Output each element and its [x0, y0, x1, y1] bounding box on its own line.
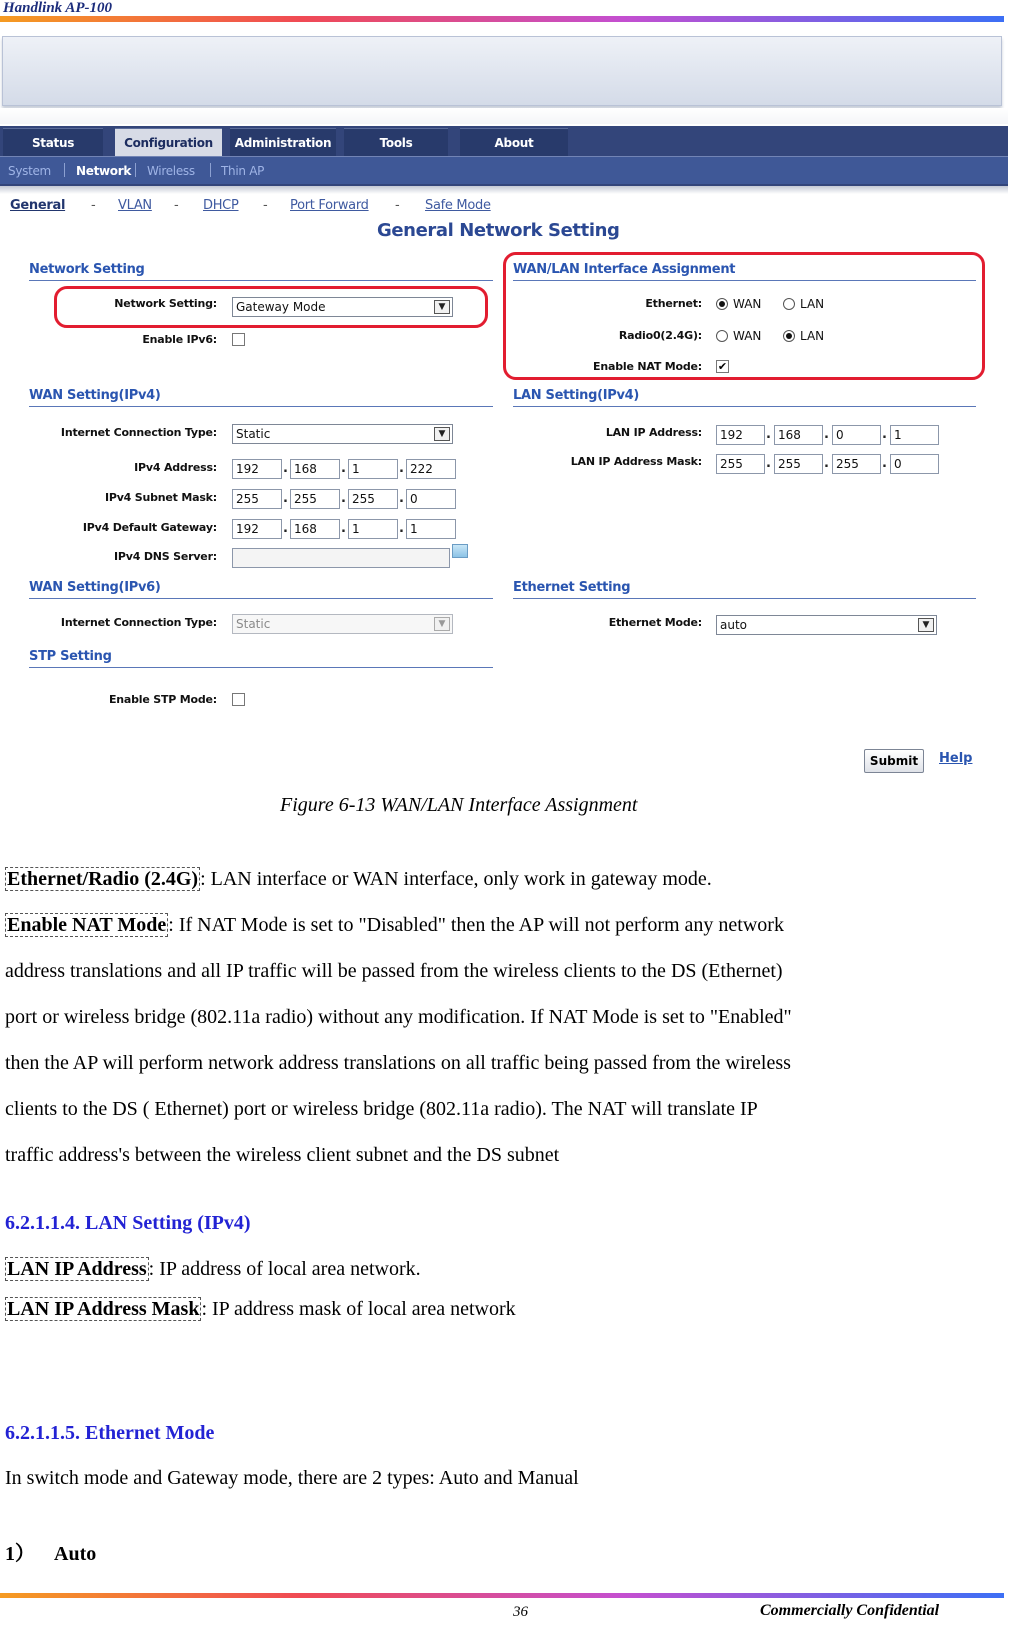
ipv4-gateway-octet-3[interactable]: 1 — [348, 519, 398, 539]
section-network-setting: Network Setting — [29, 262, 145, 277]
paragraph-text: : If NAT Mode is set to "Disabled" then the AP will not perform any network — [168, 914, 784, 936]
ethernet-mode-select[interactable] — [716, 615, 937, 635]
octet-dot: . — [341, 491, 346, 506]
paragraph-text: : IP address mask of local area network — [201, 1298, 516, 1320]
ethernet-lan-radio[interactable] — [783, 298, 795, 310]
help-link[interactable]: Help — [939, 751, 973, 766]
banner-gap — [0, 108, 1008, 124]
ipv4-gateway-octet-1[interactable]: 192 — [232, 519, 282, 539]
wan-conn-type-select[interactable] — [232, 424, 453, 444]
header-rule — [0, 16, 1004, 22]
subnav-thin-ap[interactable]: Thin AP — [221, 164, 265, 178]
chevron-down-icon: ▼ — [434, 617, 450, 631]
term-ethernet-radio: Ethernet/Radio (2.4G) — [7, 868, 199, 890]
link-separator: - — [263, 198, 268, 213]
section-divider — [29, 280, 493, 281]
ethernet-wan-label: WAN — [733, 297, 762, 311]
paragraph-lan-ip — [5, 1252, 1005, 1286]
section-divider — [513, 598, 976, 599]
lan-mask-octet-2[interactable]: 255 — [774, 454, 823, 474]
lan-ip-octet-1[interactable]: 192 — [716, 425, 765, 445]
octet-dot: . — [283, 521, 288, 536]
radio0-lan-label: LAN — [800, 329, 825, 343]
ethernet-lan-label: LAN — [800, 297, 825, 311]
ipv4-address-octet-4[interactable]: 222 — [406, 459, 456, 479]
list-item-auto — [5, 1537, 96, 1566]
wan-conn-type-value: Static — [236, 427, 271, 441]
paragraph-ethernet-mode: In switch mode and Gateway mode, there are 2 types: Auto and Manual — [5, 1467, 579, 1489]
footer-rule — [0, 1593, 1004, 1598]
radio0-wan-label: WAN — [733, 329, 762, 343]
octet-dot: . — [882, 427, 887, 442]
paragraph-nat-line-3: port or wireless bridge (802.11a radio) without any modification. If NAT Mode is set to "Enabled" — [5, 1006, 792, 1028]
network-setting-label: Network Setting: — [114, 297, 217, 310]
page-number: 36 — [513, 1604, 528, 1620]
term-lan-ip-address: LAN IP Address — [7, 1258, 147, 1280]
main-nav — [0, 126, 1008, 186]
section-heading-lan-setting: 6.2.1.1.4. LAN Setting (IPv4) — [5, 1212, 251, 1234]
link-dhcp[interactable]: DHCP — [203, 198, 239, 213]
lan-ip-label: LAN IP Address: — [605, 426, 702, 439]
lan-mask-label: LAN IP Address Mask: — [570, 455, 702, 468]
lan-ip-octet-3[interactable]: 0 — [832, 425, 881, 445]
ipv4-subnet-octet-1[interactable]: 255 — [232, 489, 282, 509]
radio0-lan-radio[interactable] — [783, 330, 795, 342]
ipv4-subnet-octet-4[interactable]: 0 — [406, 489, 456, 509]
ipv4-subnet-octet-3[interactable]: 255 — [348, 489, 398, 509]
subnav-separator — [210, 163, 211, 177]
list-number: 1） — [5, 1543, 35, 1565]
ipv4-dns-input[interactable] — [232, 548, 450, 568]
section-heading-ethernet-mode: 6.2.1.1.5. Ethernet Mode — [5, 1422, 215, 1444]
confidential-note: Commercially Confidential — [760, 1602, 940, 1619]
chevron-down-icon: ▼ — [434, 300, 450, 314]
section-wan-ipv6: WAN Setting(IPv6) — [29, 580, 161, 595]
list-text: Auto — [54, 1543, 97, 1565]
page-title: General Network Setting — [377, 220, 620, 241]
paragraph-text: : LAN interface or WAN interface, only work in gateway mode. — [200, 868, 712, 890]
network-mode-select[interactable] — [232, 297, 453, 317]
octet-dot: . — [824, 427, 829, 442]
document-header: Handlink AP-100 — [3, 0, 113, 16]
subnav-wireless[interactable]: Wireless — [147, 164, 195, 178]
ipv4-gateway-octet-2[interactable]: 168 — [290, 519, 340, 539]
add-dns-icon[interactable] — [452, 544, 468, 558]
paragraph-nat-line-4: then the AP will perform network address translations on all traffic being passed from the wireless — [5, 1052, 791, 1074]
lan-mask-octet-4[interactable]: 0 — [890, 454, 939, 474]
link-separator: - — [174, 198, 179, 213]
radio0-assign-label: Radio0(2.4G): — [618, 329, 702, 342]
section-divider — [29, 406, 493, 407]
link-vlan[interactable]: VLAN — [118, 198, 152, 213]
section-lan-ipv4: LAN Setting(IPv4) — [513, 388, 640, 403]
ethernet-wan-radio[interactable] — [716, 298, 728, 310]
link-port-forward[interactable]: Port Forward — [290, 198, 369, 213]
ethernet-mode-label: Ethernet Mode: — [608, 616, 702, 629]
tab-tools[interactable]: Tools — [344, 128, 448, 156]
tab-configuration[interactable]: Configuration — [115, 128, 222, 156]
ethernet-assign-label: Ethernet: — [645, 297, 702, 310]
wan6-conn-type-value: Static — [236, 617, 271, 631]
ipv4-dns-label: IPv4 DNS Server: — [114, 550, 217, 563]
ipv4-subnet-label: IPv4 Subnet Mask: — [104, 491, 217, 504]
wan6-conn-type-label: Internet Connection Type: — [60, 616, 217, 629]
octet-dot: . — [341, 461, 346, 476]
section-divider — [29, 598, 493, 599]
link-general[interactable]: General — [10, 198, 66, 213]
octet-dot: . — [283, 461, 288, 476]
term-enable-nat: Enable NAT Mode — [7, 914, 167, 936]
radio0-wan-radio[interactable] — [716, 330, 728, 342]
chevron-down-icon: ▼ — [918, 618, 934, 632]
wan6-conn-type-select[interactable] — [232, 614, 453, 634]
ipv4-gateway-octet-4[interactable]: 1 — [406, 519, 456, 539]
enable-nat-label: Enable NAT Mode: — [593, 360, 702, 373]
section-stp: STP Setting — [29, 649, 112, 664]
term-lan-ip-mask: LAN IP Address Mask — [7, 1298, 200, 1320]
octet-dot: . — [766, 427, 771, 442]
lan-ip-octet-2[interactable]: 168 — [774, 425, 823, 445]
ipv4-address-octet-2[interactable]: 168 — [290, 459, 340, 479]
section-divider — [513, 280, 976, 281]
enable-ipv6-label: Enable IPv6: — [142, 333, 217, 346]
figure-caption: Figure 6-13 WAN/LAN Interface Assignment — [280, 794, 638, 816]
section-divider — [29, 667, 493, 668]
section-wan-lan-assignment: WAN/LAN Interface Assignment — [513, 262, 736, 277]
tab-status[interactable]: Status — [3, 128, 103, 156]
octet-dot: . — [766, 456, 771, 471]
ipv4-address-octet-3[interactable]: 1 — [348, 459, 398, 479]
section-ethernet-setting: Ethernet Setting — [513, 580, 631, 595]
nav-shadow — [0, 186, 1008, 194]
link-separator: - — [395, 198, 400, 213]
paragraph-nat-line-5: clients to the DS ( Ethernet) port or wireless bridge (802.11a radio). The NAT will translate IP — [5, 1098, 758, 1120]
wan-conn-type-label: Internet Connection Type: — [60, 426, 217, 439]
tab-administration[interactable]: Administration — [230, 128, 336, 156]
ipv4-subnet-octet-2[interactable]: 255 — [290, 489, 340, 509]
link-safe-mode[interactable]: Safe Mode — [425, 198, 491, 213]
paragraph-text: : IP address of local area network. — [148, 1258, 421, 1280]
paragraph-nat-line-6: traffic address's between the wireless client subnet and the DS subnet — [5, 1144, 560, 1166]
sub-nav — [0, 156, 1008, 184]
ipv4-address-label: IPv4 Address: — [134, 461, 217, 474]
lan-mask-octet-3[interactable]: 255 — [832, 454, 881, 474]
octet-dot: . — [399, 491, 404, 506]
chevron-down-icon: ▼ — [434, 427, 450, 441]
submit-button[interactable]: Submit — [864, 749, 924, 773]
enable-stp-checkbox[interactable] — [232, 693, 245, 706]
link-separator: - — [91, 198, 96, 213]
banner — [2, 36, 1002, 106]
octet-dot: . — [283, 491, 288, 506]
paragraph-ethernet-radio — [5, 862, 1005, 896]
network-mode-value: Gateway Mode — [236, 300, 326, 314]
tab-about[interactable]: About — [460, 128, 568, 156]
octet-dot: . — [399, 461, 404, 476]
lan-ip-octet-4[interactable]: 1 — [890, 425, 939, 445]
paragraph-nat-line-2: address translations and all IP traffic will be passed from the wireless clients to the DS (Ethernet) — [5, 960, 783, 982]
lan-mask-octet-1[interactable]: 255 — [716, 454, 765, 474]
paragraph-lan-mask — [5, 1292, 1005, 1326]
enable-ipv6-checkbox[interactable] — [232, 333, 245, 346]
router-ui-screenshot — [0, 30, 1008, 780]
ipv4-address-octet-1[interactable]: 192 — [232, 459, 282, 479]
ethernet-mode-value: auto — [720, 618, 748, 632]
paragraph-nat-line-1 — [5, 908, 1005, 942]
octet-dot: . — [824, 456, 829, 471]
octet-dot: . — [882, 456, 887, 471]
ipv4-gateway-label: IPv4 Default Gateway: — [82, 521, 217, 534]
subnav-separator — [64, 163, 65, 177]
octet-dot: . — [399, 521, 404, 536]
subnav-separator — [135, 163, 136, 177]
subnav-system[interactable]: System — [8, 164, 51, 178]
section-divider — [513, 406, 976, 407]
section-wan-ipv4: WAN Setting(IPv4) — [29, 388, 161, 403]
octet-dot: . — [341, 521, 346, 536]
enable-nat-checkbox[interactable]: ✔ — [717, 360, 728, 373]
subnav-network[interactable]: Network — [76, 164, 132, 178]
enable-stp-label: Enable STP Mode: — [108, 693, 217, 706]
